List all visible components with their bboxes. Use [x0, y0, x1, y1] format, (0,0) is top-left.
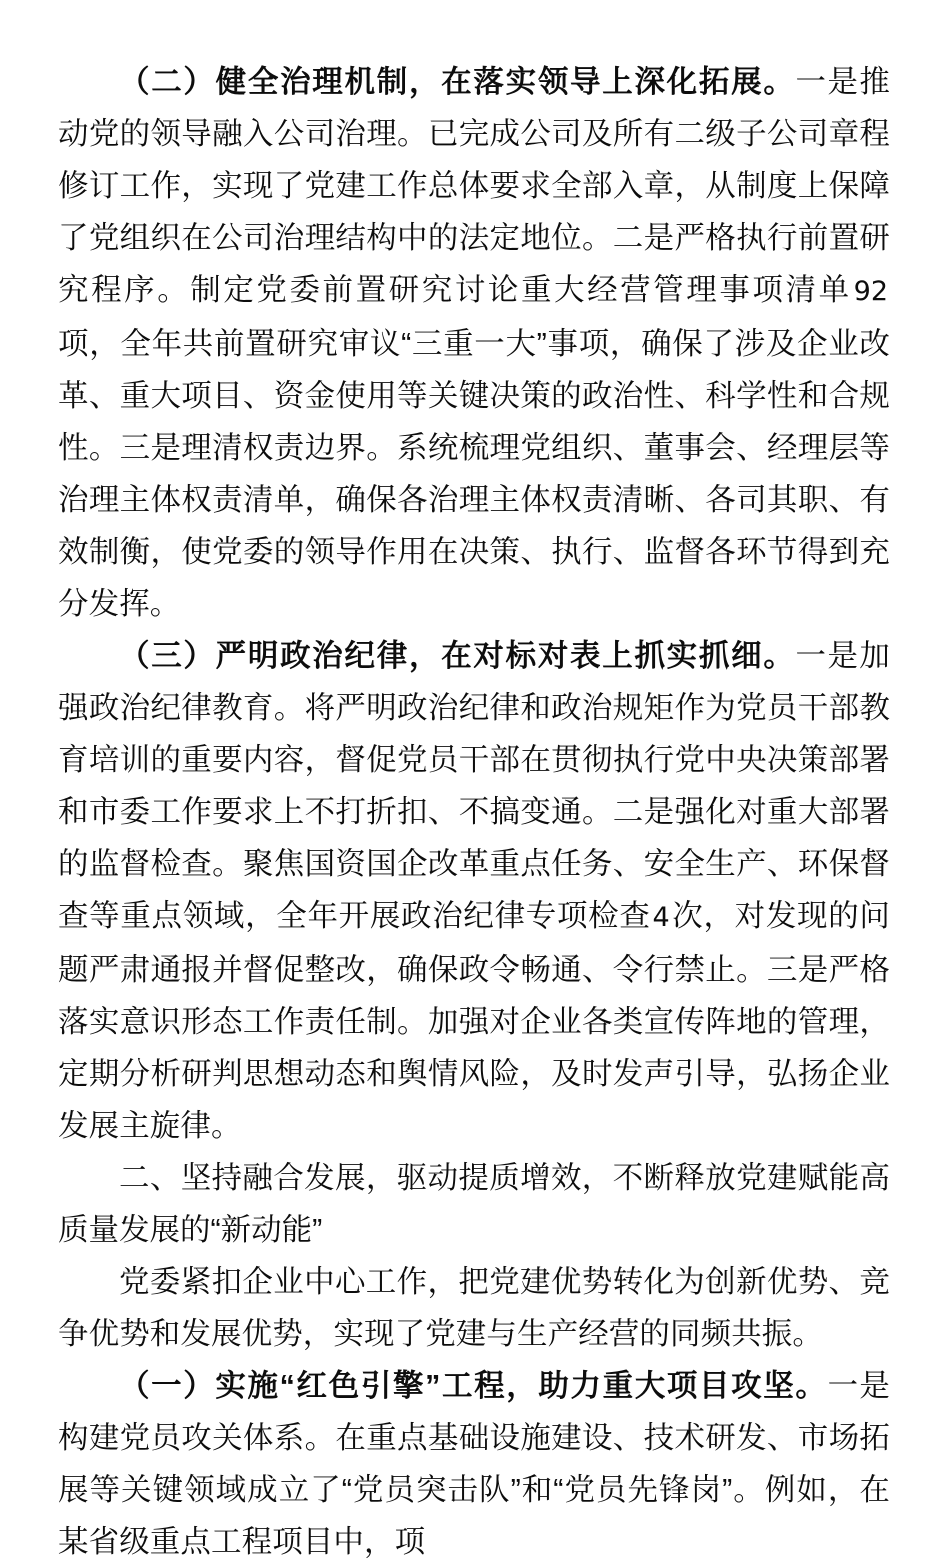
paragraph-text-2-3a: 一是加强政治纪律教育。将严明政治纪律和政治规矩作为党员干部教育培训的重要内容，督促党员干部在贯彻执行党中央决策部署和市委工作要求上不打折扣、不搞变通。二是强化对重大部署的监督检查。聚焦国资国企改革重点任务、安全生产、环保督查等重点领域，全年开展政治纪律专项检查: [58, 639, 890, 933]
paragraph-section-2-2: [58, 56, 890, 630]
subsection-heading-3-1: （一）实施“红色引擎”工程，助力重大项目攻坚。: [119, 1369, 828, 1403]
paragraph-text-3-1a: 一是构建党员攻关体系。在重点基础设施建设、技术研发、市场拓展等关键领域成立了“党员突击队”和“党员先锋岗”。例如，在某省级重点工程项目中，项: [58, 1369, 890, 1559]
paragraph-text-2-2a: 一是推动党的领导融入公司治理。已完成公司及所有二级子公司章程修订工作，实现了党建工作总体要求全部入章，从制度上保障了党组织在公司治理结构中的法定地位。二是严格执行前置研究程序。制定党委前置研究讨论重大经营管理事项清单: [58, 65, 890, 307]
paragraph-text-2-2b: 项，全年共前置研究审议“三重一大”事项，确保了涉及企业改革、重大项目、资金使用等关键决策的政治性、科学性和合规性。三是理清权责边界。系统梳理党组织、董事会、经理层等治理主体权责清单，确保各治理主体权责清晰、各司其职、有效制衡，使党委的领导作用在决策、执行、监督各环节得到充分发挥。: [58, 327, 890, 621]
subsection-heading-2-3: （三）严明政治纪律，在对标对表上抓实抓细。: [119, 639, 796, 673]
section-heading-two: 二、坚持融合发展，驱动提质增效，不断释放党建赋能高质量发展的“新动能”: [58, 1161, 890, 1247]
document-body: [58, 56, 890, 1568]
figure-count-4: 4: [652, 902, 670, 933]
paragraph-section-intro: 党委紧扣企业中心工作，把党建优势转化为创新优势、竞争优势和发展优势，实现了党建与生产经营的同频共振。: [58, 1265, 890, 1351]
paragraph-section-3-1: [58, 1360, 890, 1568]
paragraph-text-2-3b: 次，对发现的问题严肃通报并督促整改，确保政令畅通、令行禁止。三是严格落实意识形态工作责任制。加强对企业各类宣传阵地的管理，定期分析研判思想动态和舆情风险，及时发声引导，弘扬企业发展主旋律。: [58, 899, 890, 1143]
figure-count-92: 92: [853, 276, 888, 307]
paragraph-section-2-3: [58, 630, 890, 1152]
subsection-heading-2-2: （二）健全治理机制，在落实领导上深化拓展。: [119, 65, 796, 99]
